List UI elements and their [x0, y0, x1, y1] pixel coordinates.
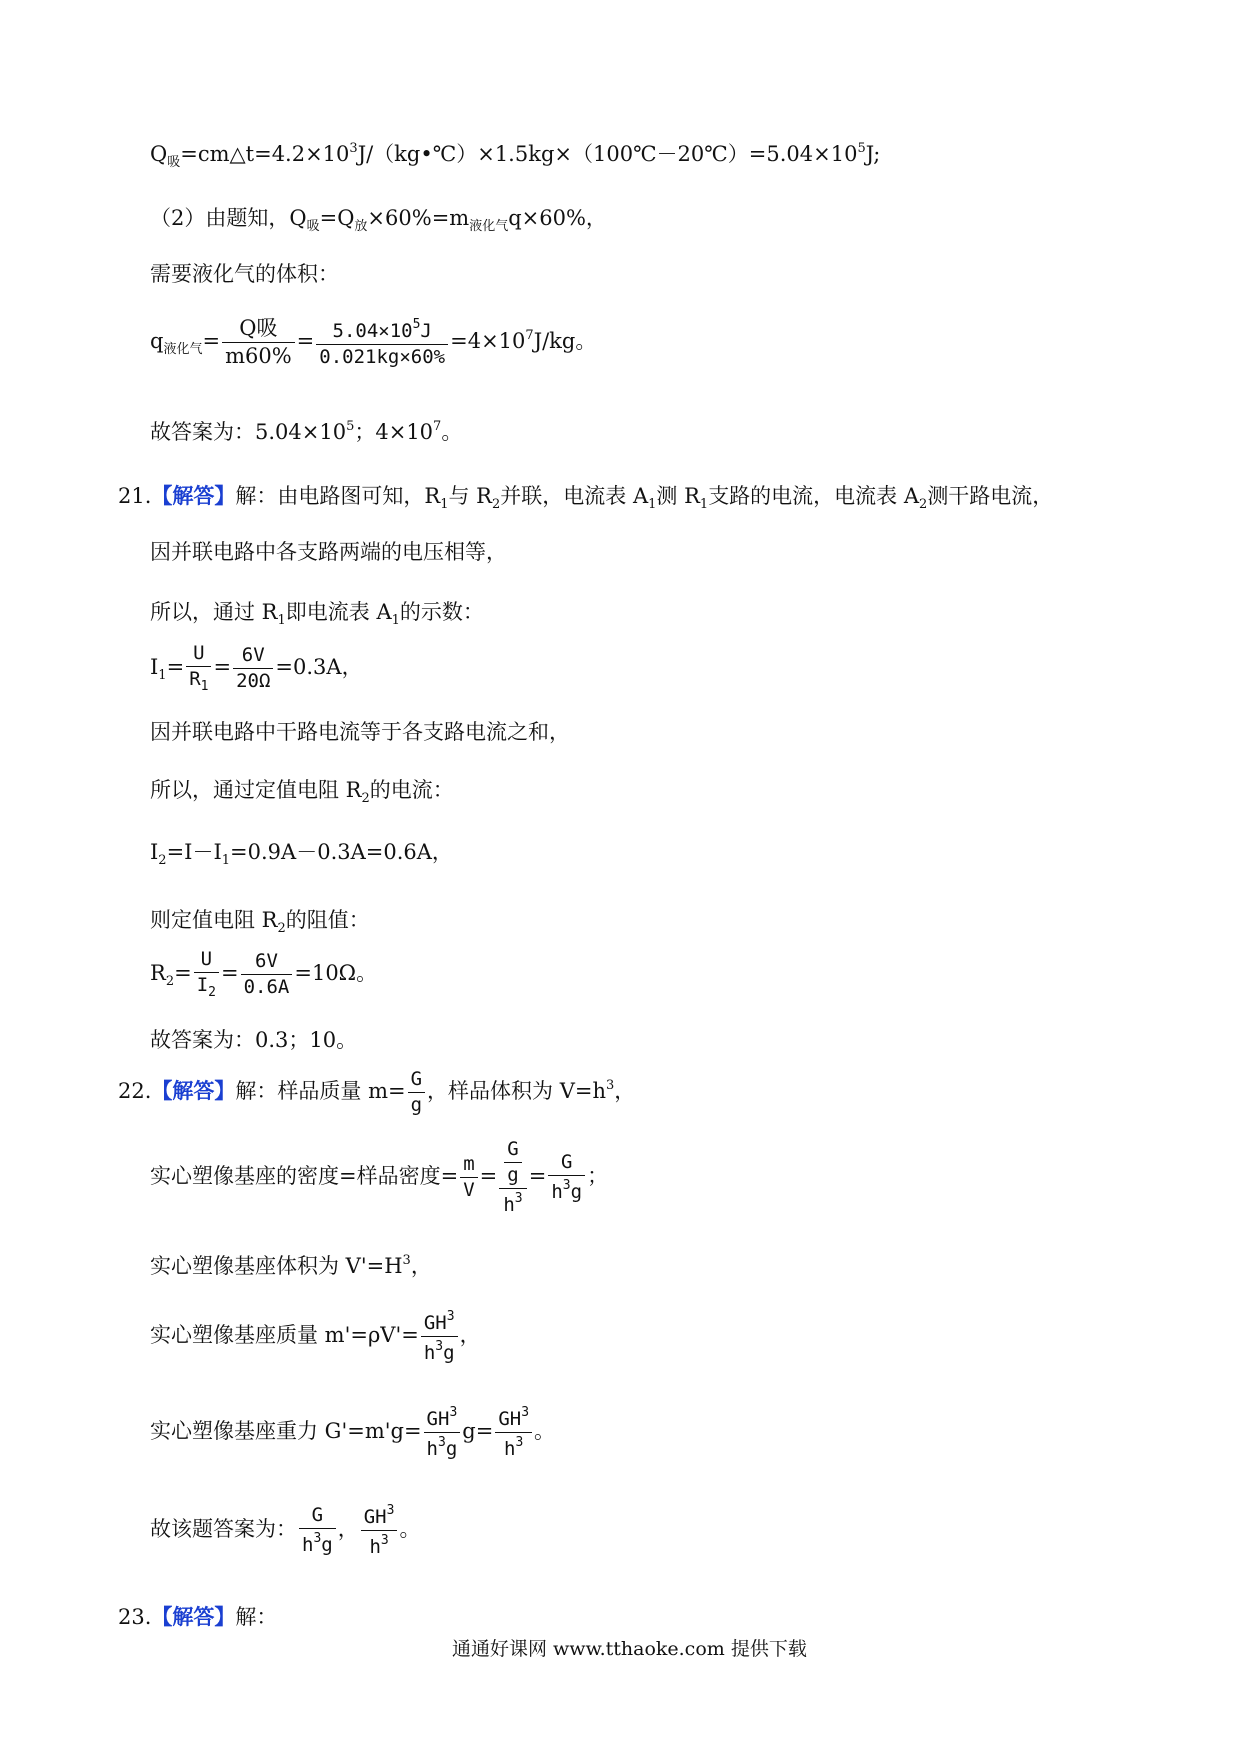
- answer-20: 故答案为：$5.04\times 10^5$；$4\times 10^7$。: [150, 419, 463, 444]
- fraction: $\frac{GH^3}{h^3}$: [495, 1406, 532, 1459]
- text-through-r2: 所以，通过定值电阻 $R_2$的电流：: [150, 778, 454, 806]
- answer-tag: 【解答】: [151, 1078, 236, 1103]
- fraction: $\frac{5.04\times 10^5J}{0.021kg\times 60\%}$: [316, 318, 448, 367]
- text-base-volume: 实心塑像基座体积为 $V'=H^3$，: [150, 1253, 432, 1278]
- page-footer: 通通好课网 www.tthaoke.com 提供下载: [452, 1638, 807, 1660]
- equation-density: 实心塑像基座的密度=样品密度= $\frac{m}{V}$ = $\frac{\frac{G}{g}}{h^3}$ = $\frac{G}{h^3g}$ ；: [150, 1138, 609, 1216]
- text-r2-resistance: 则定值电阻 $R_2$的阻值：: [150, 908, 370, 936]
- text-parallel-voltage: 因并联电路中各支路两端的电压相等，: [150, 540, 507, 564]
- fraction: $\frac{G}{h^3g}$: [548, 1153, 585, 1202]
- fraction: $\frac{G}{g}$: [504, 1140, 521, 1185]
- equation-i1: $I_1=$ $\frac{U}{R_1}$ = $\frac{6V}{20\Omega}$ =0.3A，: [150, 642, 363, 694]
- fraction: $\frac{GH^3}{h^3g}$: [424, 1406, 461, 1459]
- question-22-header: 22.【解答】解：样品质量 m= $\frac{G}{g}$ ，样品体积为 $V=h^3$，: [118, 1068, 636, 1116]
- question-21-header: 21.【解答】解：由电路图可知，$R_1$与 $R_2$并联，电流表 $A_1$测 $R_1$支路的电流，电流表 $A_2$测干路电流，: [118, 483, 1054, 512]
- compound-fraction: $\frac{\frac{G}{g}}{h^3}$: [499, 1140, 526, 1215]
- fraction: $\frac{\text{Q吸}}{m60\%}$: [222, 318, 295, 367]
- answer-tag: 【解答】: [151, 1604, 236, 1629]
- equation-base-weight: 实心塑像基座重力 G'=m'g= $\frac{GH^3}{h^3g}$ g= $\frac{GH^3}{h^3}$ 。: [150, 1405, 556, 1460]
- equation-i2: $I_2=I-I_1=0.9A-0.3A=0.6A$，: [150, 840, 453, 868]
- answer-tag: 【解答】: [151, 483, 236, 508]
- answer-21: 故答案为：0.3；10。: [150, 1028, 358, 1052]
- fraction: $\frac{GH^3}{h^3g}$: [421, 1310, 458, 1363]
- equation-heat-relation: （2）由题知，$Q_吸=Q_放\times 60\%=m_{液化气}q\times 60\%$，: [150, 206, 607, 234]
- fraction: $\frac{m}{V}$: [460, 1155, 477, 1200]
- equation-r2: $R_2=$ $\frac{U}{I_2}$ = $\frac{6V}{0.6A}$ =10Ω。: [150, 948, 378, 1000]
- answer-22: 故该题答案为： $\frac{G}{h^3g}$ ， $\frac{GH^3}{h^3}$ 。: [150, 1503, 421, 1558]
- fraction: $\frac{U}{R_1}$: [186, 644, 211, 693]
- fraction: $\frac{6V}{0.6A}$: [241, 952, 293, 997]
- fraction: $\frac{G}{g}$: [408, 1070, 425, 1115]
- equation-base-mass: 实心塑像基座质量 m'=ρV'= $\frac{GH^3}{h^3g}$ ，: [150, 1309, 481, 1364]
- equation-heat-value: $q_{液化气}=$ $\frac{\text{Q吸}}{m60\%}$ = $\frac{5.04\times 10^5J}{0.021kg\times 60\%}$ $=4\times 10^7J/kg$。: [150, 316, 597, 368]
- text-through-r1: 所以，通过 $R_1$即电流表 $A_1$的示数：: [150, 600, 484, 628]
- fraction: $\frac{U}{I_2}$: [194, 950, 219, 999]
- question-23-header: 23.【解答】解：: [118, 1604, 278, 1629]
- text-volume-intro: 需要液化气的体积：: [150, 262, 339, 286]
- fraction: $\frac{6V}{20\Omega}$: [233, 646, 273, 691]
- fraction: $\frac{G}{h^3g}$: [299, 1506, 336, 1555]
- equation-heat-absorbed: $Q_吸=cm\triangle t=4.2\times 10^3J/(kg•℃)\times 1.5kg\times(100℃-20℃)=5.04\times 10^5J$;: [150, 141, 881, 170]
- text-parallel-current: 因并联电路中干路电流等于各支路电流之和，: [150, 720, 570, 744]
- fraction: $\frac{GH^3}{h^3}$: [361, 1504, 398, 1557]
